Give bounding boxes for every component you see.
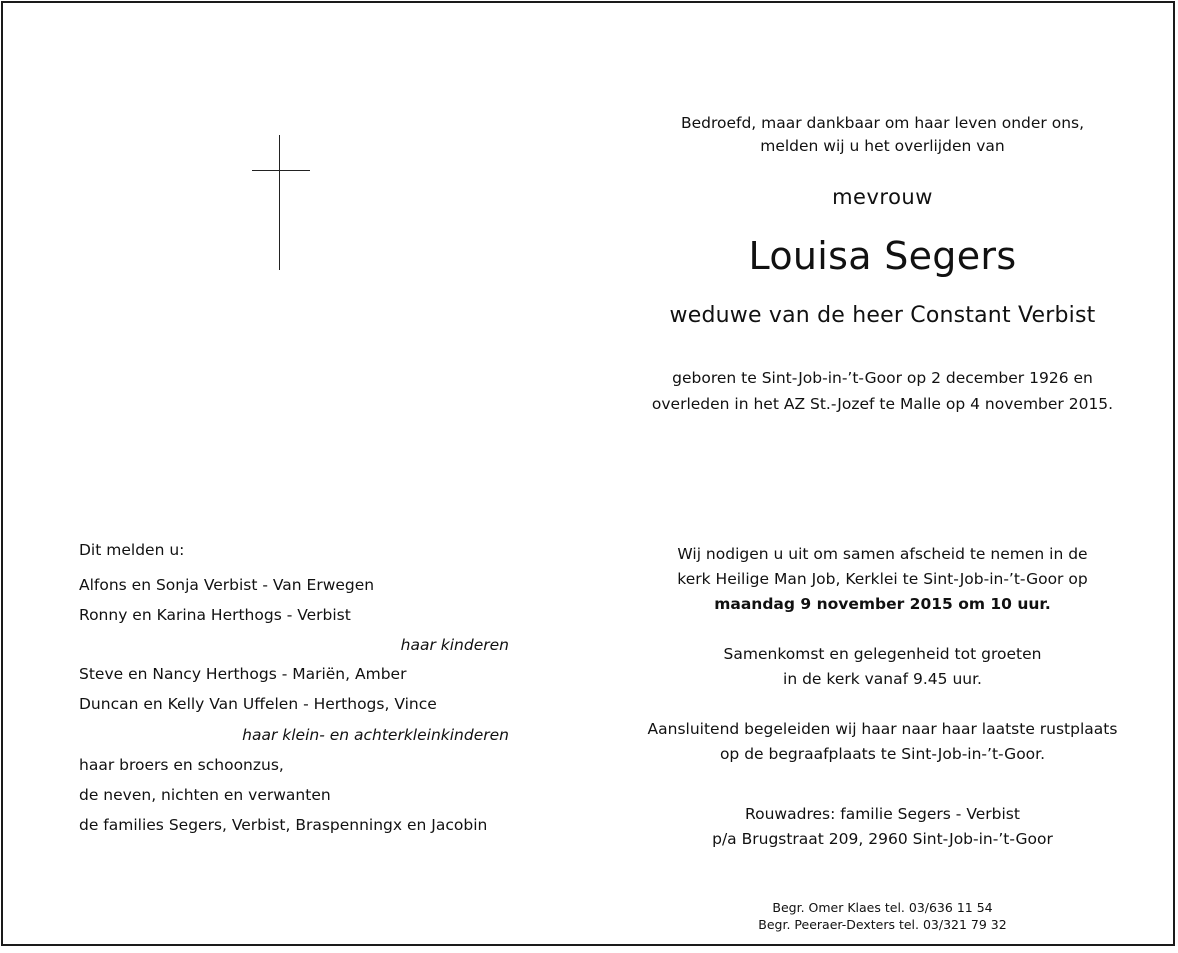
family-other-2: de neven, nichten en verwanten <box>79 786 331 804</box>
title-mevrouw: mevrouw <box>832 185 933 209</box>
burial-line-1: Aansluitend begeleiden wij haar naar haar laatste rustplaats <box>647 720 1118 738</box>
invitation-date: maandag 9 november 2015 om 10 uur. <box>714 595 1051 613</box>
intro-line-1: Bedroefd, maar dankbaar om haar leven onder ons, <box>680 114 1085 132</box>
address-line-1: Rouwadres: familie Segers - Verbist <box>745 805 1020 823</box>
gathering-text <box>630 642 1135 692</box>
gathering-line-2: in de kerk vanaf 9.45 uur. <box>783 670 982 688</box>
undertaker-line-1: Begr. Omer Klaes tel. 03/636 11 54 <box>772 900 993 915</box>
undertakers-text <box>630 899 1135 933</box>
family-child-1: Alfons en Sonja Verbist - Van Erwegen <box>79 576 375 594</box>
gathering-line-1: Samenkomst en gelegenheid tot groeten <box>723 645 1042 663</box>
cross-vertical-bar <box>279 135 280 270</box>
family-grandchild-2: Duncan en Kelly Van Uffelen - Herthogs, Vince <box>79 695 437 713</box>
deceased-name: Louisa Segers <box>748 234 1017 278</box>
intro-line-2: melden wij u het overlijden van <box>760 137 1005 155</box>
address-line-2: p/a Brugstraat 209, 2960 Sint-Job-in-’t-Goor <box>712 830 1053 848</box>
family-other-1: haar broers en schoonzus, <box>79 756 284 774</box>
widow-of-line: weduwe van de heer Constant Verbist <box>669 303 1096 328</box>
burial-line-2: op de begraafplaats te Sint-Job-in-’t-Goor. <box>719 745 1046 763</box>
children-label: haar kinderen <box>400 636 509 654</box>
born-line-2: overleden in het AZ St.-Jozef te Malle op 4 november 2015. <box>651 395 1114 413</box>
address-text <box>630 802 1135 852</box>
burial-text <box>630 717 1135 767</box>
born-line-1: geboren te Sint-Job-in-’t-Goor op 2 december 1926 en <box>672 369 1093 387</box>
invitation-text <box>630 542 1135 617</box>
family-heading: Dit melden u: <box>79 541 185 559</box>
invitation-line-1: Wij nodigen u uit om samen afscheid te nemen in de <box>677 545 1088 563</box>
family-other-3: de families Segers, Verbist, Braspenningx en Jacobin <box>79 816 488 834</box>
cross-horizontal-bar <box>252 170 310 171</box>
invitation-line-2: kerk Heilige Man Job, Kerklei te Sint-Job-in-’t-Goor op <box>677 570 1088 588</box>
birth-death-text <box>630 365 1135 417</box>
family-child-2: Ronny en Karina Herthogs - Verbist <box>79 606 351 624</box>
intro-text <box>630 112 1135 158</box>
family-grandchild-1: Steve en Nancy Herthogs - Mariën, Amber <box>79 665 407 683</box>
grandchildren-label: haar klein- en achterkleinkinderen <box>242 726 509 744</box>
undertaker-line-2: Begr. Peeraer-Dexters tel. 03/321 79 32 <box>758 917 1007 932</box>
